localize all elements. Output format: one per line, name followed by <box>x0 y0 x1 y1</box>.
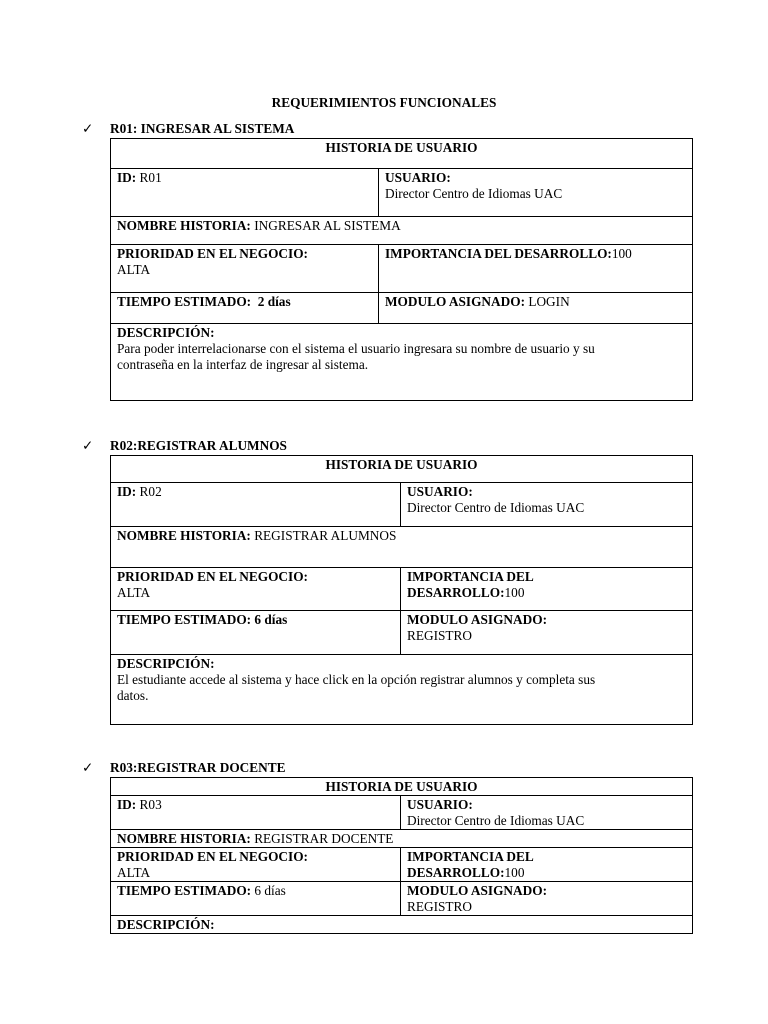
module-label: MODULO ASIGNADO: <box>385 294 525 309</box>
id-label: ID: <box>117 170 137 185</box>
time-cell <box>111 611 401 655</box>
priority-cell <box>111 568 401 611</box>
importance-cell <box>379 245 693 293</box>
importance-label: DESARROLLO: <box>407 585 505 600</box>
time-cell <box>111 882 401 916</box>
module-label: MODULO ASIGNADO: <box>407 883 547 898</box>
story-name-value: REGISTRAR ALUMNOS <box>254 528 397 543</box>
module-value: LOGIN <box>528 294 570 309</box>
user-label: USUARIO: <box>407 484 473 499</box>
importance-label: DESARROLLO: <box>407 865 505 880</box>
description-line: contraseña en la interfaz de ingresar al sistema. <box>117 357 369 372</box>
story-name-label: NOMBRE HISTORIA: <box>117 831 251 846</box>
user-value: Director Centro de Idiomas UAC <box>407 500 585 515</box>
priority-label: PRIORIDAD EN EL NEGOCIO: <box>117 246 308 261</box>
priority-label: PRIORIDAD EN EL NEGOCIO: <box>117 569 308 584</box>
importance-label: IMPORTANCIA DEL <box>407 569 534 584</box>
story-name-label: NOMBRE HISTORIA: <box>117 528 251 543</box>
time-cell <box>111 293 379 324</box>
priority-label: PRIORIDAD EN EL NEGOCIO: <box>117 849 308 864</box>
requirement-title: R02:REGISTRAR ALUMNOS <box>110 438 287 453</box>
priority-value: ALTA <box>117 262 151 277</box>
requirement-title: R03:REGISTRAR DOCENTE <box>110 760 286 775</box>
module-cell <box>379 293 693 324</box>
user-cell <box>401 796 693 830</box>
time-label: TIEMPO ESTIMADO: 6 días <box>117 612 288 627</box>
importance-value: 100 <box>611 246 632 261</box>
user-story-table-r02 <box>110 455 693 725</box>
user-story-table-r03 <box>110 777 693 934</box>
importance-value: 100 <box>504 865 525 880</box>
requirement-heading-r01 <box>82 121 294 137</box>
requirement-heading-r02 <box>82 438 287 454</box>
story-name-cell <box>111 217 693 245</box>
id-label: ID: <box>117 797 137 812</box>
story-name-value: REGISTRAR DOCENTE <box>254 831 394 846</box>
requirement-title: R01: INGRESAR AL SISTEMA <box>110 121 295 136</box>
time-value: 2 días <box>257 294 291 309</box>
user-value: Director Centro de Idiomas UAC <box>385 186 563 201</box>
story-name-cell <box>111 527 693 568</box>
user-label: USUARIO: <box>385 170 451 185</box>
table-title: HISTORIA DE USUARIO <box>111 139 693 169</box>
user-value: Director Centro de Idiomas UAC <box>407 813 585 828</box>
id-cell <box>111 796 401 830</box>
id-label: ID: <box>117 484 137 499</box>
description-label: DESCRIPCIÓN: <box>117 656 215 671</box>
story-name-cell <box>111 830 693 848</box>
priority-cell <box>111 848 401 882</box>
time-label: TIEMPO ESTIMADO: <box>117 883 252 898</box>
priority-cell <box>111 245 379 293</box>
user-cell <box>379 169 693 217</box>
priority-value: ALTA <box>117 585 151 600</box>
module-value: REGISTRO <box>407 899 473 914</box>
description-label: DESCRIPCIÓN: <box>117 325 215 340</box>
id-cell <box>111 169 379 217</box>
user-cell <box>401 483 693 527</box>
module-value: REGISTRO <box>407 628 473 643</box>
description-cell <box>111 324 693 401</box>
description-label: DESCRIPCIÓN: <box>117 917 215 932</box>
user-label: USUARIO: <box>407 797 473 812</box>
module-label: MODULO ASIGNADO: <box>407 612 547 627</box>
requirement-heading-r03 <box>82 760 285 776</box>
importance-value: 100 <box>504 585 525 600</box>
importance-label: IMPORTANCIA DEL <box>407 849 534 864</box>
user-story-table-r01 <box>110 138 693 401</box>
checkmark-icon: ✓ <box>82 760 94 775</box>
description-line: datos. <box>117 688 149 703</box>
importance-cell <box>401 848 693 882</box>
module-cell <box>401 882 693 916</box>
document-title: REQUERIMIENTOS FUNCIONALES <box>271 95 497 110</box>
checkmark-icon: ✓ <box>82 121 94 136</box>
description-cell <box>111 655 693 725</box>
time-value: 6 días <box>254 883 286 898</box>
table-title: HISTORIA DE USUARIO <box>111 778 693 796</box>
importance-label: IMPORTANCIA DEL DESARROLLO: <box>385 246 612 261</box>
table-title: HISTORIA DE USUARIO <box>111 456 693 483</box>
id-value: R03 <box>139 797 162 812</box>
priority-value: ALTA <box>117 865 151 880</box>
story-name-value: INGRESAR AL SISTEMA <box>254 218 401 233</box>
time-label: TIEMPO ESTIMADO: <box>117 294 252 309</box>
id-cell <box>111 483 401 527</box>
description-line: El estudiante accede al sistema y hace click en la opción registrar alumnos y completa sus <box>117 672 596 687</box>
importance-cell <box>401 568 693 611</box>
story-name-label: NOMBRE HISTORIA: <box>117 218 251 233</box>
description-line: Para poder interrelacionarse con el sistema el usuario ingresara su nombre de usuario y su <box>117 341 595 356</box>
description-cell <box>111 916 693 934</box>
checkmark-icon: ✓ <box>82 438 94 453</box>
id-value: R01 <box>139 170 162 185</box>
module-cell <box>401 611 693 655</box>
id-value: R02 <box>139 484 162 499</box>
